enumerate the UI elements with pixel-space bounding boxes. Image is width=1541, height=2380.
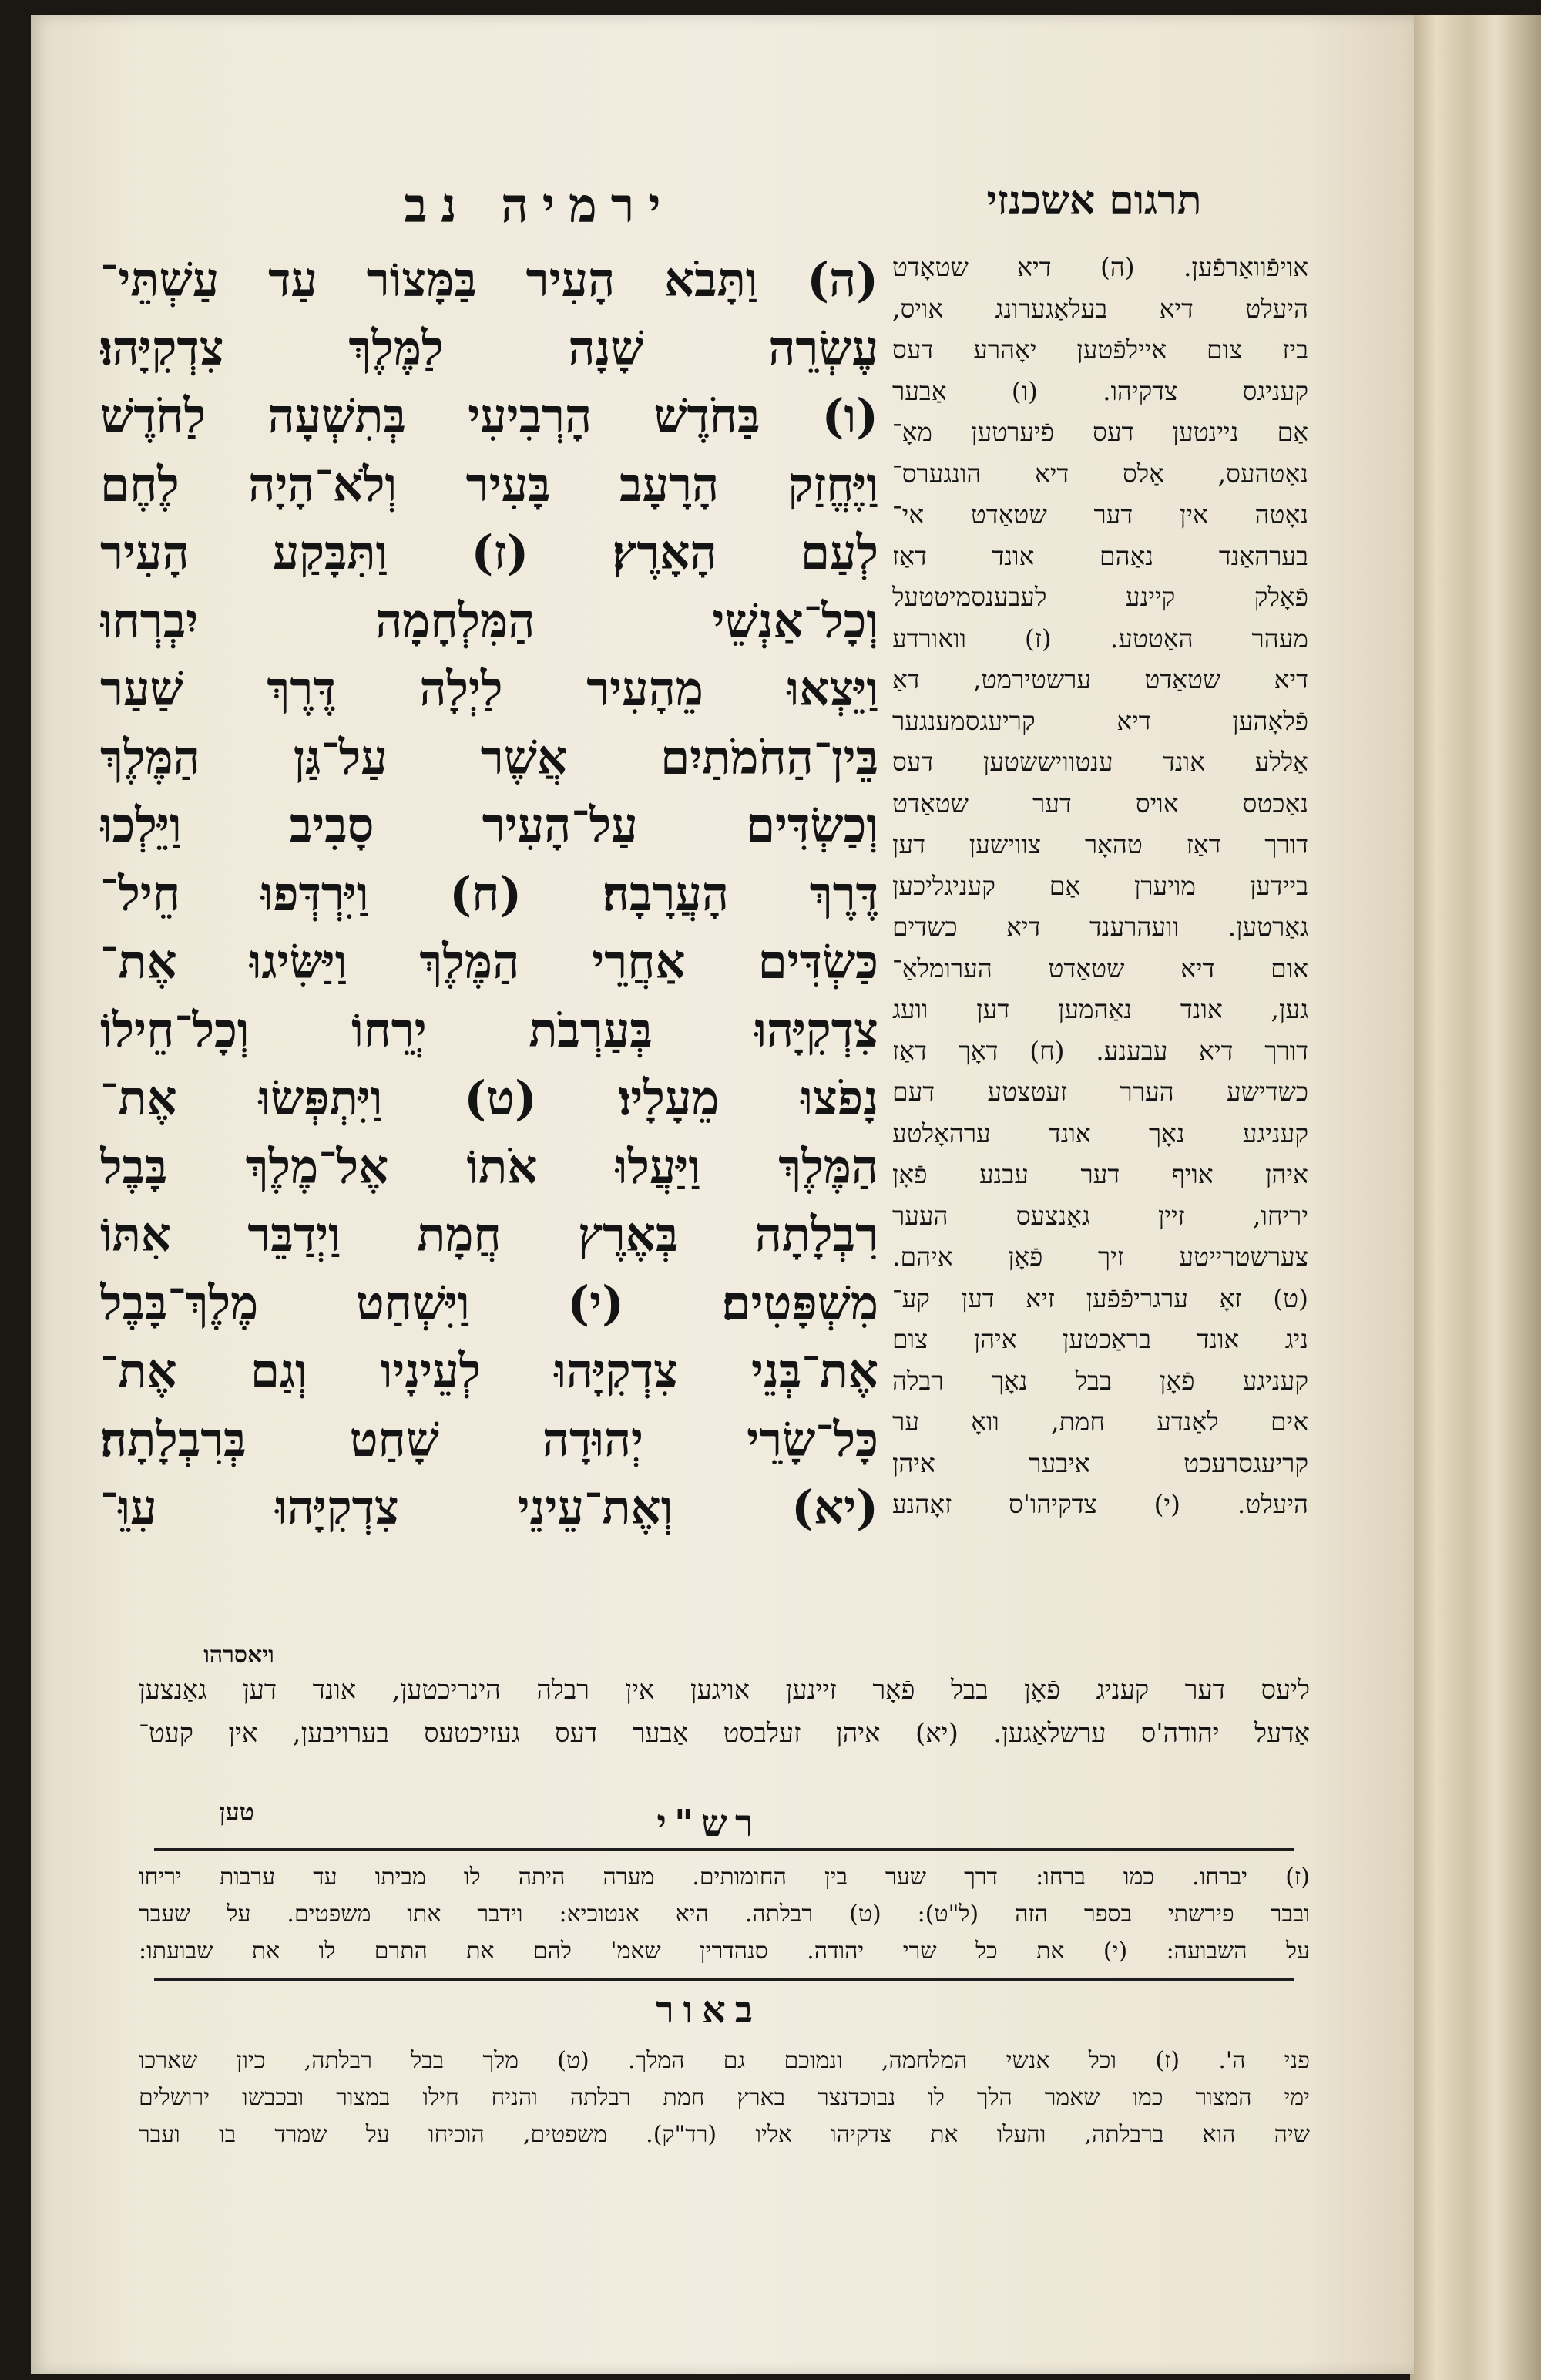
translation-line: קעניגס צדקיהו. (ו) אַבער bbox=[892, 375, 1308, 406]
translation-line: דורך דאַז טהאָר צווישען דען bbox=[892, 829, 1308, 859]
bible-line: רִבְלָתָה בְּאֶרֶץ חֲמָת וַיְדַבֵּר אִתּוֹ bbox=[100, 1208, 878, 1262]
translation-line: ניג אונד בראַכטען איהן צום bbox=[892, 1324, 1308, 1354]
bible-line: צִדְקִיָּהוּ בְּעַרְבֹת יְרֵחוֹ וְכָל־חֵילוֹ bbox=[100, 1003, 878, 1058]
translation-line: כשדישע הערר זעטצטע דעם bbox=[892, 1077, 1308, 1107]
rashi-line: (ז) יברחו. כמו ברחו: דרך שער בין החומותים. מערה היתה לו מביתו עד ערבות יריחו bbox=[139, 1864, 1310, 1891]
biur-line: שיה הוא ברבלתה, והעלו את צדקיהו אליו (רד"ק). משפטים, הוכיחו על שמרד בו ועבר bbox=[139, 2121, 1310, 2148]
continuation-line: אַדעל יהודה'ס ערשלאַגען. (יא) איהן זעלבסט אַבער דעס געזיכטעס בערויבען, אין קעט־ bbox=[139, 1718, 1310, 1749]
page-header-book-chapter: ירמיה נב bbox=[404, 177, 675, 234]
bible-line: (יא) וְאֶת־עֵינֵי צִדְקִיָּהוּ עִוֵּ־ bbox=[100, 1481, 878, 1535]
bible-line: הַמֶּלֶךְ וַיַּעֲלוּ אֹתוֹ אֶל־מֶלֶךְ בָּבֶל bbox=[100, 1139, 878, 1195]
bible-line: נָפֹצוּ מֵעָלָיו׃ (ט) וַיִּתְפְּשׂוּ אֶת־ bbox=[100, 1071, 878, 1126]
translation-line: איהן אויף דער עבנע פֿאָן bbox=[892, 1159, 1308, 1189]
rashi-divider bbox=[154, 1848, 1294, 1851]
translation-line: אַללע אונד ענטוויששטען דעס bbox=[892, 747, 1308, 777]
bible-line: (ו) בַּחֹדֶשׁ הָרְבִיעִי בְּתִשְׁעָה לַחֹדֶשׁ bbox=[100, 389, 878, 444]
bible-line: כַּשְׂדִּים אַחֲרֵי הַמֶּלֶךְ וַיַּשִּׂיגוּ אֶת־ bbox=[100, 935, 878, 990]
translation-line: ביידען מויערן אַם קעניגליכען bbox=[892, 870, 1308, 901]
bible-line: לְעַם הָאָרֶץ׃ (ז) וַתִּבָּקַע הָעִיר bbox=[100, 526, 878, 580]
bible-line: וְכַשְׂדִּים עַל־הָעִיר סָבִיב וַיֵּלְכוּ bbox=[100, 798, 878, 853]
translation-line: קעניגע נאָך אונד ערהאָלטע bbox=[892, 1118, 1308, 1148]
translation-line: נאָטה אין דער שטאַדט אי־ bbox=[892, 499, 1308, 529]
biur-heading: באור bbox=[656, 1988, 762, 2032]
biur-line: פני ה'. (ז) וכל אנשי המלחמה, ונמוכם גם המלך. (ט) מלך בבל רבלתה, כיון שארכו bbox=[139, 2047, 1310, 2074]
bible-line: בֵּין־הַחֹמֹתַיִם אֲשֶׁר עַל־גַּן הַמֶּלֶךְ bbox=[100, 730, 878, 785]
bible-line: וַיֵּצְאוּ מֵהָעִיר לַיְלָה דֶּרֶךְ שַׁעַר bbox=[100, 662, 878, 717]
translation-line: אום דיא שטאַדט הערומלאַ־ bbox=[892, 953, 1308, 983]
bible-line: עֶשְׂרֵה שָׁנָה לַמֶּלֶךְ צִדְקִיָּהוּ׃ bbox=[100, 321, 878, 376]
book-page bbox=[31, 15, 1414, 2374]
rashi-line: על השבועה: (י) את כל שרי יהודה. סנהדרין שאמ' להם את התרם לו את שבועתו: bbox=[139, 1938, 1310, 1965]
catchword-continuation: טען bbox=[219, 1797, 254, 1827]
translation-line: דורך דיא עבענע. (ח) דאָך דאַז bbox=[892, 1035, 1308, 1066]
bible-line: כָּל־שָׂרֵי יְהוּדָה שָׁחַט בְּרִבְלָתָה׃ bbox=[100, 1412, 878, 1467]
rashi-line: ובבר פירשתי בספר הזה (ל"ט): (ט) רבלתה. היא אנטוכיא: וידבר אתו משפטים. על שעבר bbox=[139, 1901, 1310, 1928]
bible-line: וַיֶּחֱזַק הָרָעָב בָּעִיר וְלֹא־הָיָה לֶחֶם bbox=[100, 457, 878, 513]
bible-line: דֶּרֶךְ הָעֲרָבָה׃ (ח) וַיִּרְדְּפוּ חֵיל־ bbox=[100, 866, 878, 922]
translation-line: נאַטהעס, אַלס דיא הונגערס־ bbox=[892, 458, 1308, 489]
translation-line: דיא שטאַדט ערשטירמט, דאַ bbox=[892, 664, 1308, 694]
translation-line: היעלט. (י) צדקיהו'ס זאָהנע bbox=[892, 1489, 1308, 1519]
bible-line: (ה) וַתָּבֹא הָעִיר בַּמָּצוֹר עַד עַשְׁתֵּי־ bbox=[100, 253, 878, 308]
continuation-line: ליעס דער קעניג פֿאָן בבל פֿאָר זיינען אויגען אין רבלה הינריכטען, אונד דען גאַנצען bbox=[139, 1675, 1310, 1706]
translation-line: (ט) זאָ ערגריפֿפֿען זיא דען קע־ bbox=[892, 1282, 1308, 1313]
translation-line: גאַרטען. וועהרענד דיא כשדים bbox=[892, 912, 1308, 942]
biur-line: ימי המצור כמו שאמר הלך לו נבוכדנצר בארץ חמת רבלתה והניח חילו במצור ובכבשו ירושלים bbox=[139, 2084, 1310, 2111]
translation-line: גען, אונד נאַהמען דען וועג bbox=[892, 994, 1308, 1024]
translation-line: אויפֿוואַרפֿען. (ה) דיא שטאָדט bbox=[892, 252, 1308, 282]
translation-line: יריחו, זיין גאַנצעס העער bbox=[892, 1200, 1308, 1231]
bible-line: וְכָל־אַנְשֵׁי הַמִּלְחָמָה יִבְרְחוּ bbox=[100, 593, 878, 649]
translation-column bbox=[892, 247, 1308, 1525]
translation-line: קריעגסרעכט איבער איהן bbox=[892, 1447, 1308, 1478]
translation-continuation bbox=[139, 1669, 1310, 1755]
translation-line: מעהר האַטטע. (ז) וואורדע bbox=[892, 623, 1308, 654]
bible-line: מִשְׁפָּטִים׃ (י) וַיִּשְׁחַט מֶלֶךְ־בָּבֶל bbox=[100, 1276, 878, 1331]
translation-line: פֿלאָהען דיא קריעגסמענגער bbox=[892, 705, 1308, 736]
rashi-heading: רש"י bbox=[656, 1802, 761, 1845]
biur-commentary bbox=[139, 2042, 1310, 2153]
translation-line: פֿאָלק קיינע לעבענסמיטטעל bbox=[892, 582, 1308, 612]
translation-line: בערהאַנד נאַהם אונד דאַז bbox=[892, 540, 1308, 571]
translation-line: אַם ניינטען דעס פֿיערטען מאָ־ bbox=[892, 417, 1308, 447]
book-edge bbox=[1410, 15, 1541, 2380]
translation-line: ביז צום אייל‌פֿטען יאָהרע דעס bbox=[892, 334, 1308, 365]
translation-line: צערשטרייטע זיך פֿאָן איהם. bbox=[892, 1242, 1308, 1272]
translation-line: נאַכטס אויס דער שטאַדט bbox=[892, 788, 1308, 819]
translation-line: קעניגע פֿאָן בבל נאָך רבלה bbox=[892, 1365, 1308, 1396]
bible-line: אֶת־בְּנֵי צִדְקִיָּהוּ לְעֵינָיו וְגַם אֶת־ bbox=[100, 1344, 878, 1399]
rashi-commentary bbox=[139, 1859, 1310, 1970]
translation-line: היעלט דיא בעלאַגערונג אויס, bbox=[892, 293, 1308, 324]
page-header-translation: תרגום אשכנזי bbox=[986, 177, 1202, 224]
biur-divider bbox=[154, 1978, 1294, 1981]
bible-text-column bbox=[100, 247, 878, 1543]
translation-line: אים לאַנדע חמת, וואָ ער bbox=[892, 1407, 1308, 1437]
catchword: ויאסרהו bbox=[203, 1642, 274, 1669]
